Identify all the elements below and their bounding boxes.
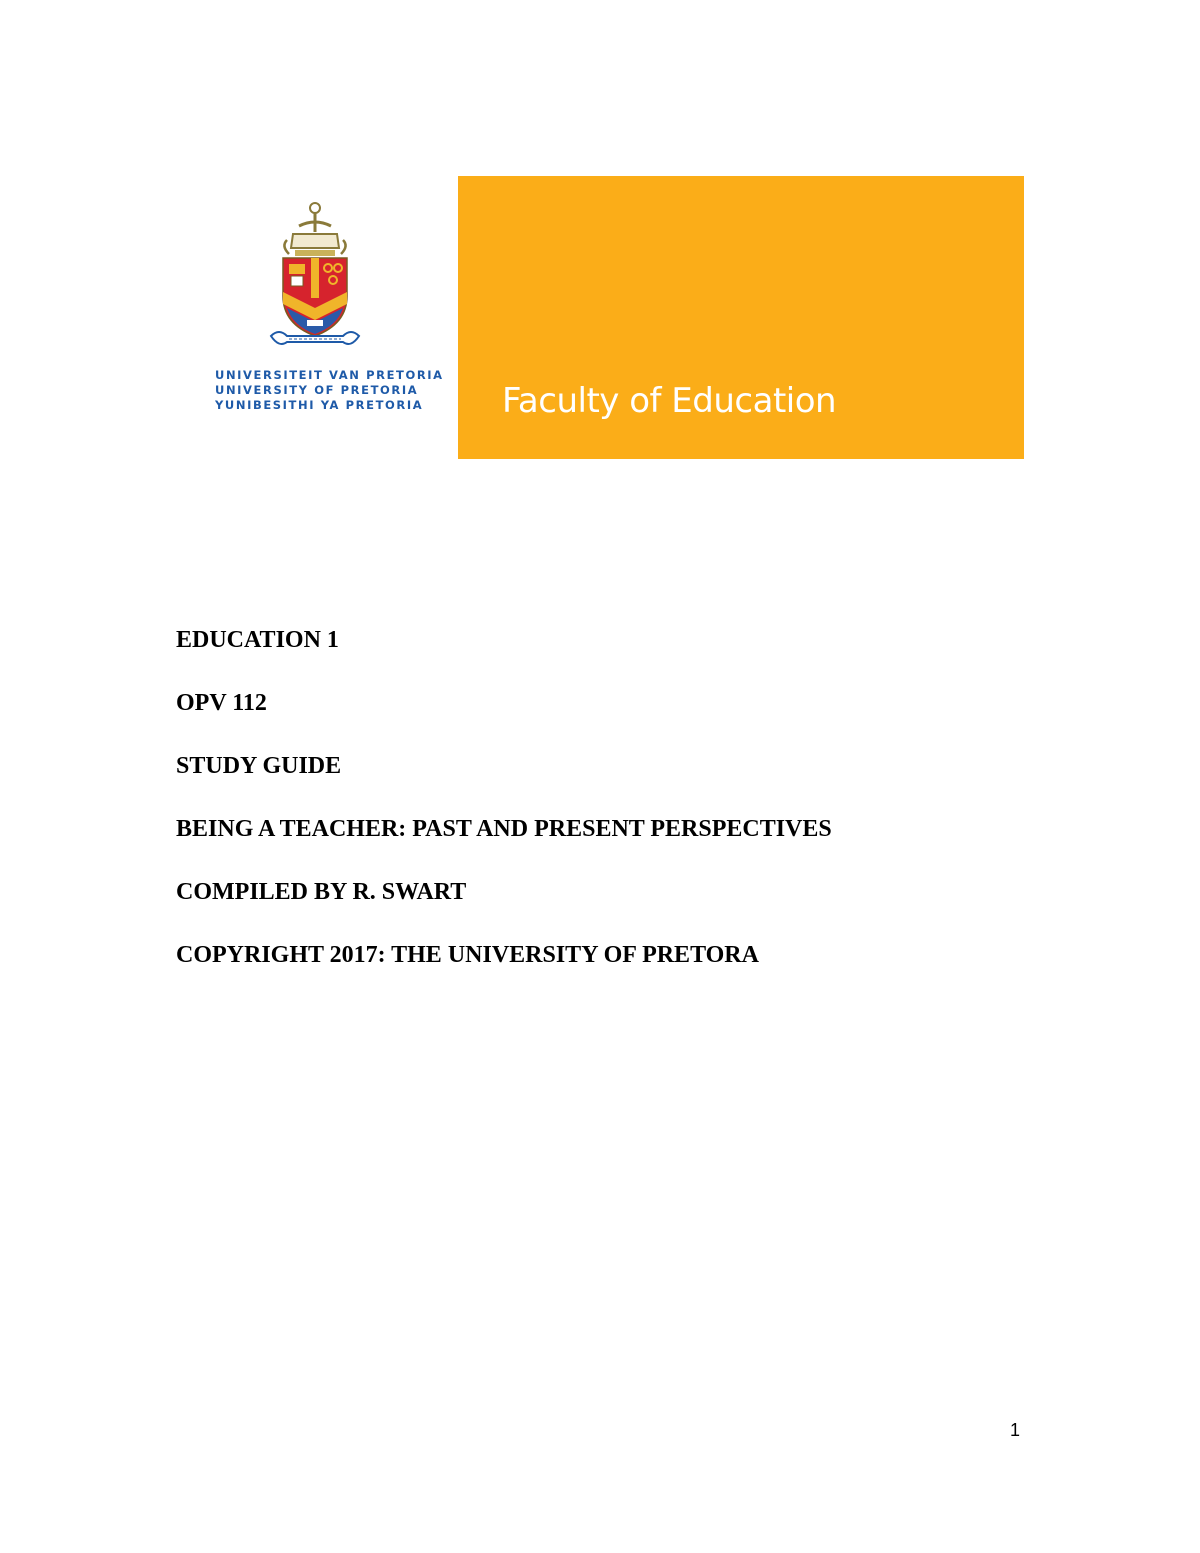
document-title-block: [176, 626, 1076, 1004]
copyright-line: COPYRIGHT 2017: THE UNIVERSITY OF PRETORA: [176, 942, 759, 968]
course-name: EDUCATION 1: [176, 627, 339, 653]
faculty-title: Faculty of Education: [502, 381, 837, 421]
compiler-line: COMPILED BY R. SWART: [176, 879, 467, 905]
document-type: STUDY GUIDE: [176, 753, 342, 779]
university-logo: [205, 196, 444, 426]
page-number: 1: [1010, 1420, 1021, 1440]
faculty-banner: [458, 176, 1024, 459]
university-crest-icon: [265, 196, 365, 356]
course-code: OPV 112: [176, 690, 267, 716]
university-name-english: UNIVERSITY OF PRETORIA: [215, 383, 419, 397]
document-subtitle: BEING A TEACHER: PAST AND PRESENT PERSPECTIVES: [176, 816, 832, 842]
university-name-sepedi: YUNIBESITHI YA PRETORIA: [215, 398, 424, 412]
university-names: [215, 368, 444, 413]
university-name-afrikaans: UNIVERSITEIT VAN PRETORIA: [215, 368, 444, 382]
